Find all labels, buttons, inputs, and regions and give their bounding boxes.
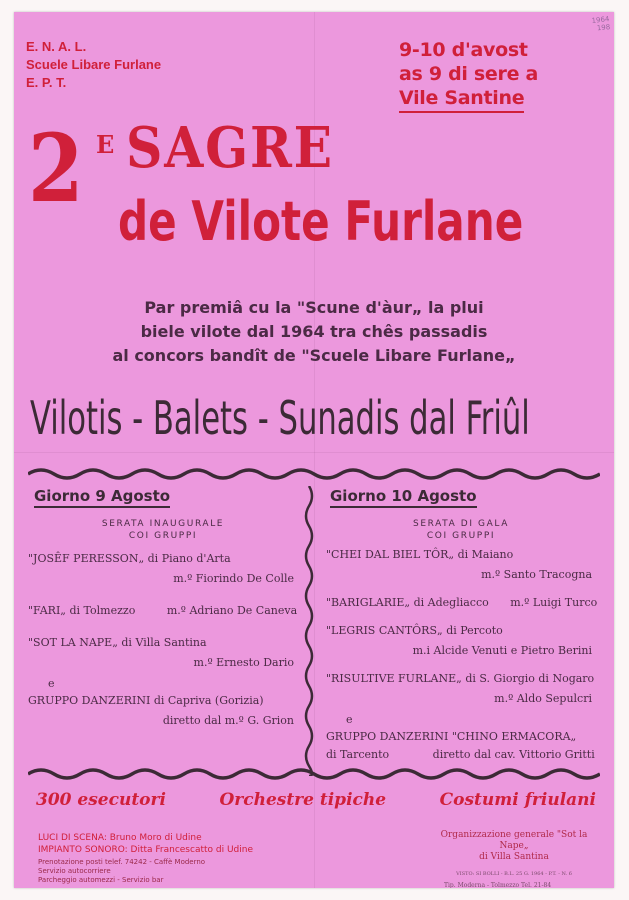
day-1-program [28,486,298,728]
footer-organization [426,830,602,888]
printer-credit: Tip. Moderna - Tolmezzo Tel. 21-84 [444,882,552,888]
organizers [26,38,161,92]
separator-e: e [48,677,55,690]
dance-group: GRUPPO DANZERINI "CHINO ERMACORA„ [326,730,577,743]
group-director: m.º Adriano De Caneva [166,604,298,617]
subtitle: Vilotis - Balets - Sunadis dal Friûl [30,391,530,445]
group-director: m.º Santo Tracogna [481,568,592,581]
organization-place: di Villa Santina [479,852,549,862]
org-scuele: Scuele Libare Furlane [26,57,162,72]
day-2-serata: SERATA DI GALA COI GRUPPI [413,519,509,541]
handwritten-note: 1964 198 [591,15,611,33]
dance-group: GRUPPO DANZERINI di Capriva (Gorizia) [28,694,264,707]
wavy-divider-top [28,464,600,484]
dance-director: diretto dal cav. Vittorio Gritti [432,748,595,761]
day-1-heading: Giorno 9 Agosto [34,487,170,508]
dance-details [326,748,596,762]
dance-director: diretto dal m.º G. Grion [162,714,294,727]
group-director: m.i Alcide Venuti e Pietro Berini [412,644,592,657]
group-name: "LEGRIS CANTÔRS„ di Percoto [326,624,503,637]
lights-credit: LUCI DI SCENA: Bruno Moro di Udine [38,833,202,843]
group-name: "SOT LA NAPE„ di Villa Santina [28,636,207,649]
group-director: m.º Aldo Sepulcri [494,692,592,705]
title-edition-number: 2 [28,114,84,224]
org-ept: E. P. T. [26,75,67,90]
wavy-column-divider [303,486,315,776]
sound-credit: IMPIANTO SONORO: Ditta Francescatto di Udine [38,845,254,855]
day-2-heading: Giorno 10 Agosto [330,487,477,508]
intro-text: Par premiâ cu la "Scune d'àur„ la plui biele vilote dal 1964 tra chês passadis al concors bandît de "Scuele Libare Furlane„ [112,298,516,365]
organization-line: Organizzazione generale "Sot la Nape„ [440,830,588,851]
event-dates: 9-10 d'avost [399,39,528,61]
group-name: "CHEI DAL BIEL TÔR„ di Maiano [326,548,514,561]
org-enal: E. N. A. L. [26,39,87,54]
group-name: "FARI„ di Tolmezzo m.º Adriano De Caneva [28,604,298,617]
title-edition-suffix: E [96,130,115,159]
slogan-costumes: Costumi friulani [439,790,596,810]
stamp-text: VISTO: SI BOLLI - B.L. 25 G. 1964 - P.T. - N. 6 [456,871,572,877]
group-director: m.º Ernesto Dario [193,656,294,669]
event-time: as 9 di sere a [399,63,538,85]
dance-place: di Tarcento [326,748,390,761]
title-sagre: SAGRE [126,115,334,181]
group-director: m.º Fiorindo De Colle [173,572,294,585]
day-2-program [326,486,596,762]
footer-credits [38,832,253,885]
services-info: Prenotazione posti telef. 74242 - Caffè Moderno Servizio autocorriere Parcheggio automezzi - Servizio bar [38,858,206,884]
event-date-block [399,38,599,113]
group-name: "BARIGLARIE„ di Adegliacco m.º Luigi Turco [326,596,598,609]
group-director: m.º Luigi Turco [510,596,598,609]
group-name: "RISULTIVE FURLANE„ di S. Giorgio di Nogaro [326,672,595,685]
separator-e: e [346,713,353,726]
group-name: "JOSÊF PERESSON„ di Piano d'Arta [28,552,231,565]
event-place: Vile Santine [399,86,524,113]
day-1-serata: SERATA INAUGURALE COI GRUPPI [101,519,225,541]
slogan-performers: 300 esecutori [36,790,166,810]
fold-crease-horizontal [14,452,614,453]
slogans [36,790,596,810]
title-vilote: de Vilote Furlane [118,190,524,253]
wavy-divider-bottom [28,764,600,784]
poster [14,12,614,888]
slogan-orchestras: Orchestre tipiche [219,790,387,810]
